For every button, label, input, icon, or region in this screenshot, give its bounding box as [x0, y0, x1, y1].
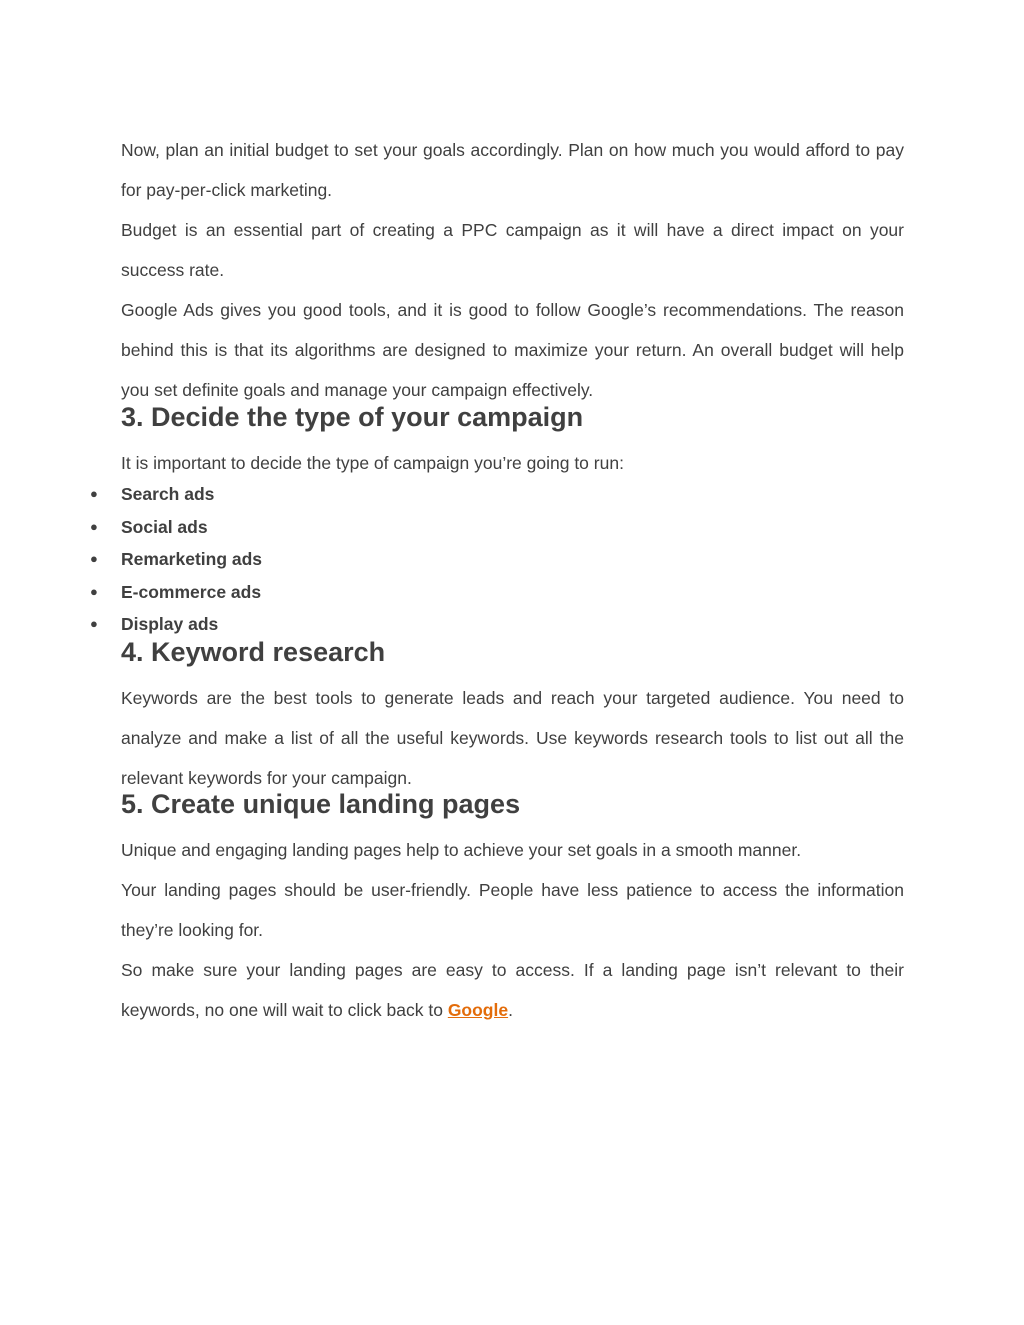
section-4-paragraph: Keywords are the best tools to generate leads and reach your targeted audience. You need to analyze and make a list of all the useful keywords. Use keywords research tools to list out all the relevant keywords for your campaign. [121, 688, 904, 788]
list-item [90, 511, 904, 544]
intro-paragraph-2: Budget is an essential part of creating a PPC campaign as it will have a direct impact on your success rate. [121, 220, 904, 280]
section-3-intro: It is important to decide the type of campaign you’re going to run: [121, 453, 624, 473]
bullet-icon: ● [90, 518, 98, 534]
bullet-icon: ● [90, 486, 98, 501]
section-3 [121, 401, 904, 433]
list-item-label: Display ads [121, 614, 219, 634]
list-item [90, 576, 904, 609]
list-item-label: E-commerce ads [121, 581, 262, 602]
document-page [90, 0, 904, 1325]
section-5-paragraph-2: Your landing pages should be user-friendly. People have less patience to access the information they’re looking for. [121, 880, 904, 940]
section-5-body [121, 830, 904, 1030]
section-5-paragraph-3-end: . [508, 1000, 513, 1020]
bullet-icon: ● [90, 551, 98, 566]
section-5-paragraph-1: Unique and engaging landing pages help to achieve your set goals in a smooth manner. [121, 840, 802, 860]
campaign-type-list-block [90, 478, 904, 641]
list-item [90, 478, 904, 511]
intro-section [121, 130, 904, 410]
section-5-paragraph-3 [121, 950, 904, 1030]
section-5-heading: 5. Create unique landing pages [121, 789, 521, 819]
bullet-icon: ● [90, 616, 98, 631]
section-3-heading: 3. Decide the type of your campaign [121, 402, 584, 432]
section-4-body [121, 678, 904, 798]
section-4-heading: 4. Keyword research [121, 637, 386, 667]
list-item-label: Search ads [121, 484, 215, 504]
intro-paragraph-3: Google Ads gives you good tools, and it is good to follow Google’s recommendations. The reason behind this is that its algorithms are designed to maximize your return. An overall budget will help you set definite goals and manage your campaign effectively. [121, 300, 904, 400]
bullet-icon: ● [90, 583, 98, 599]
campaign-type-list [90, 478, 904, 641]
intro-paragraph-1: Now, plan an initial budget to set your goals accordingly. Plan on how much you would afford to pay for pay-per-click marketing. [121, 140, 904, 200]
list-item [90, 543, 904, 576]
section-3-intro-block [121, 443, 904, 483]
section-5-paragraph-3-text: So make sure your landing pages are easy to access. If a landing page isn’t relevant to their keywords, no one will wait to click back to [121, 960, 904, 1020]
section-5 [121, 788, 904, 820]
section-4 [121, 636, 904, 668]
list-item-label: Social ads [121, 516, 208, 537]
google-link[interactable]: Google [447, 1000, 509, 1020]
list-item-label: Remarketing ads [121, 549, 263, 569]
